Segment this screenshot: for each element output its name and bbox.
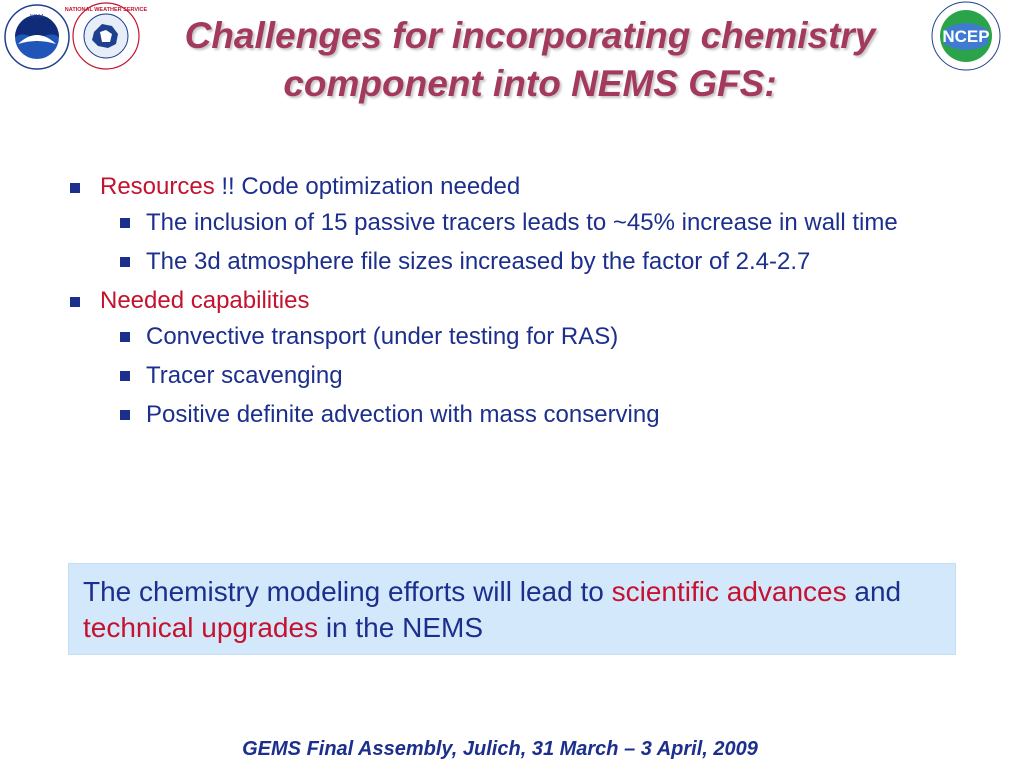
sub-bullet-text: The 3d atmosphere file sizes increased by the factor of 2.4-2.7: [146, 248, 811, 275]
callout-box: [68, 563, 956, 655]
bullet-square-icon: [120, 371, 130, 381]
sub-bullet: [68, 322, 968, 351]
bullet-text: !! Code optimization needed: [214, 173, 521, 200]
callout-text: The chemistry modeling efforts will lead to: [83, 576, 612, 607]
nws-logo: [64, 2, 148, 70]
bullet-resources: [68, 172, 968, 201]
bullet-square-icon: [70, 183, 80, 193]
bullet-highlight: Needed capabilities: [100, 287, 310, 314]
sub-bullet-text: Tracer scavenging: [146, 362, 343, 389]
svg-text:NATIONAL WEATHER SERVICE: NATIONAL WEATHER SERVICE: [64, 7, 148, 13]
sub-bullet: [68, 400, 968, 429]
sub-bullet-text: Convective transport (under testing for RAS): [146, 323, 619, 350]
title-line-1: Challenges for incorporating chemistry: [184, 15, 876, 56]
callout-text: in the NEMS: [318, 612, 483, 643]
callout-highlight: technical upgrades: [83, 612, 319, 643]
svg-text:NCEP: NCEP: [942, 27, 990, 46]
bullet-list: [68, 168, 968, 439]
noaa-logo: [4, 4, 70, 70]
sub-bullet: [68, 361, 968, 390]
bullet-capabilities: [68, 286, 968, 315]
footer-text: GEMS Final Assembly, Julich, 31 March – 3 April, 2009: [242, 738, 758, 760]
bullet-square-icon: [120, 332, 130, 342]
slide-title: [150, 12, 910, 108]
title-line-2: component into NEMS GFS:: [283, 63, 777, 104]
bullet-square-icon: [120, 218, 130, 228]
sub-bullet: [68, 247, 968, 276]
bullet-highlight: Resources: [100, 173, 215, 200]
bullet-square-icon: [120, 257, 130, 267]
sub-bullet: [68, 208, 968, 237]
svg-text:NOAA: NOAA: [29, 14, 45, 20]
bullet-square-icon: [70, 297, 80, 307]
callout-highlight: scientific advances: [611, 576, 847, 607]
ncep-logo: [914, 0, 1018, 72]
sub-bullet-text: Positive definite advection with mass conserving: [146, 401, 660, 428]
sub-bullet-text: The inclusion of 15 passive tracers leads to ~45% increase in wall time: [146, 209, 898, 236]
bullet-square-icon: [120, 410, 130, 420]
callout-text: and: [846, 576, 902, 607]
